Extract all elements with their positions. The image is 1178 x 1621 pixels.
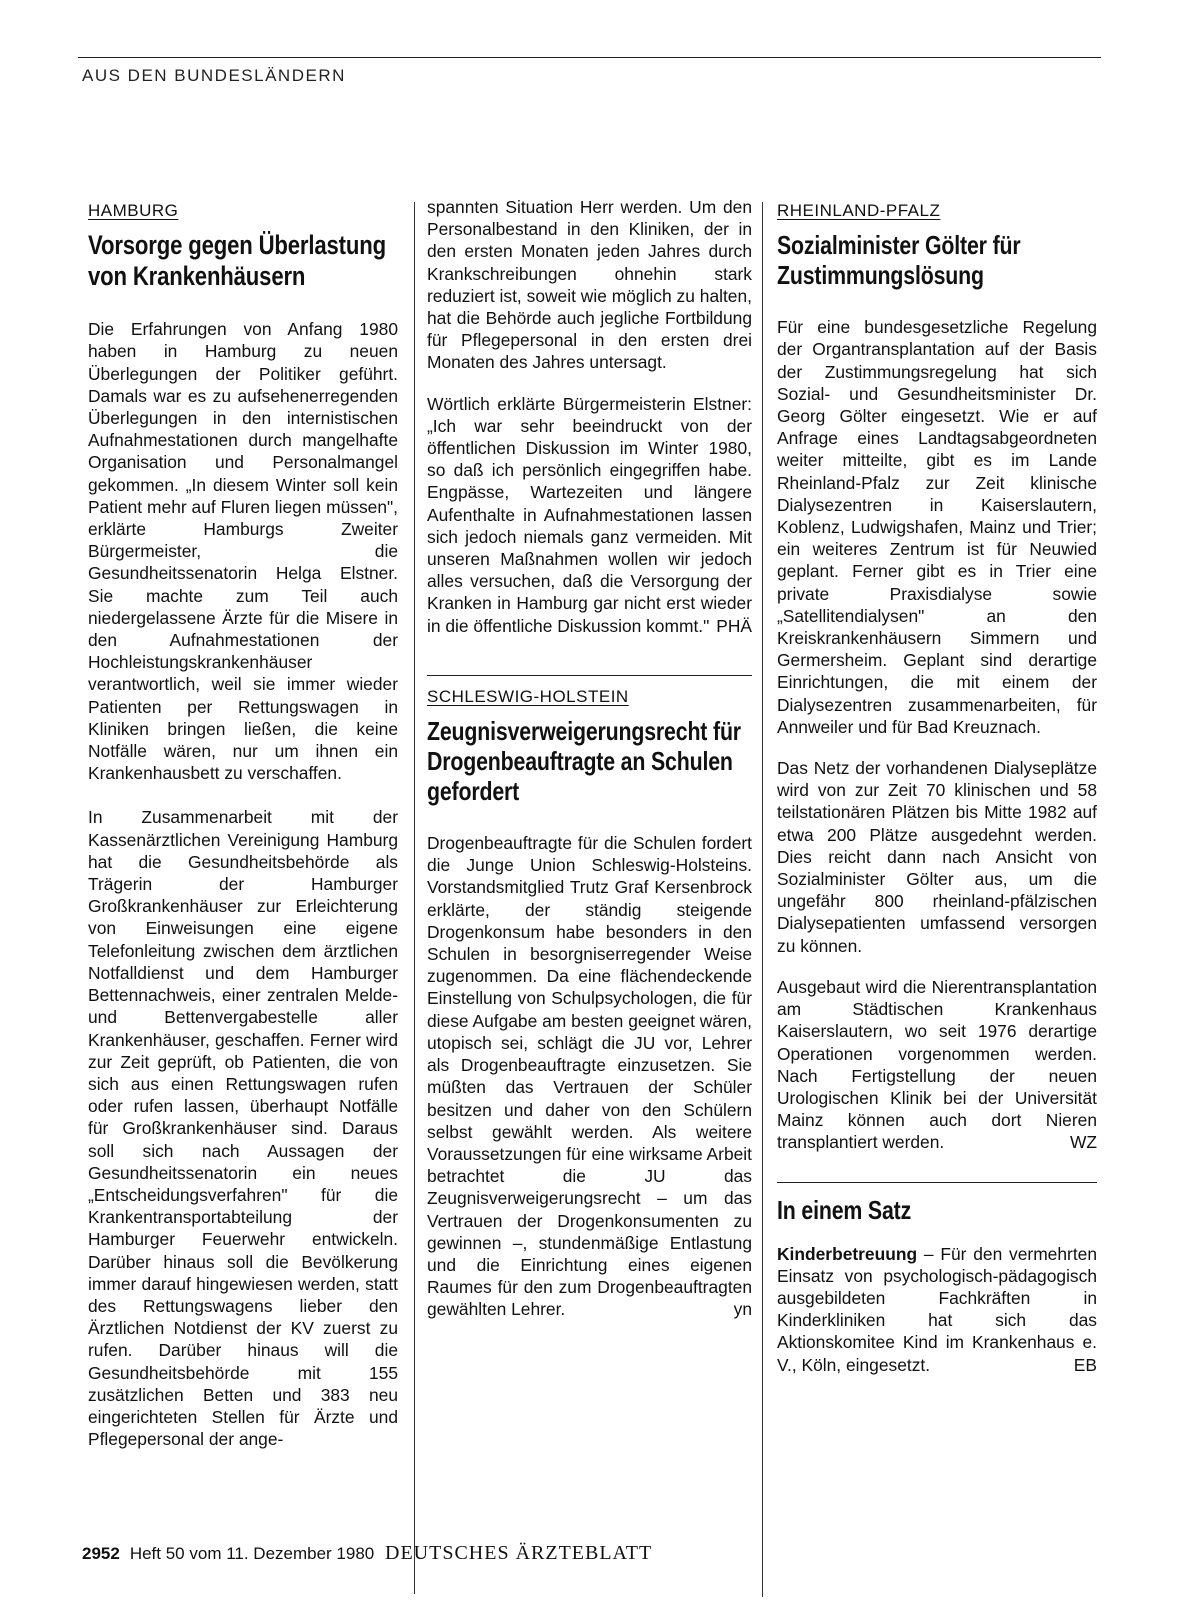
headline-rheinland: Sozialminister Gölter für Zustimmungslösung (777, 230, 1021, 291)
section-header: AUS DEN BUNDESLÄNDERN (82, 66, 346, 85)
paragraph-hamburg-2: In Zusammenarbeit mit der Kassenärztlichen Vereinigung Hamburg hat die Gesundheitsbehörde als Trägerin der Hamburger Großkrankenhäuser zur Erleichterung von Einweisungen eine eigene Telefonleitung zwischen dem ärztlichen Notfalldienst und dem Hamburger Bettennachweis, einer zentralen Melde- und Bettenvergabestelle aller Krankenhäuser, geschaffen. Ferner wird zur Zeit geprüft, ob Patienten, die von sich aus einen Rettungswagen rufen oder rufen lassen, überhaupt Notfälle für Großkrankenhäuser sind. Daraus soll sich nach Aussagen der Gesundheitssenatorin ein neues „Entscheidungsverfahren" für die Krankentransportabteilung der Hamburger Feuerwehr entwickeln. Darüber hinaus soll die Bevölkerung immer darauf hingewiesen werden, statt des Rettungswagens lieber den Ärztlichen Notdienst der KV zuerst zu rufen. Darüber hinaus will die Gesundheitsbehörde mit 155 zusätzlichen Betten und 383 neu eingerichteten Stellen für Ärzte und Pflegepersonal der ange- (88, 807, 398, 1450)
paragraph-hamburg-3: spannten Situation Herr werden. Um den Personalbestand in den Kliniken, der in den ersten Monaten jeden Jahres durch Krankschreibungen ohnehin stark reduziert ist, soweit wie möglich zu halten, hat die Behörde auch jegliche Fortbildung für Pflegepersonal in den ersten drei Monaten des Jahres untersagt. (427, 197, 752, 373)
issue-info: Heft 50 vom 11. Dezember 1980 (129, 1544, 375, 1563)
region-label-rheinland: RHEINLAND-PFALZ (777, 201, 941, 220)
headline-schleswig: Zeugnisverweigerungsrecht für Drogenbeauftragte an Schulen gefordert (427, 716, 741, 807)
quote-text: Wörtlich erklärte Bürgermeisterin Elstner: „Ich war sehr beeindruckt von der öffentlichen Diskussion im Winter 1980, so daß ich persönlich eingegriffen habe. Engpässe, Wartezeiten und längere Aufenthalte in Aufnahmestationen lassen sich jedoch niemals ganz vermeiden. Mit unseren Maßnahmen wollen wir jedoch alles versuchen, daß die Versorgung der Kranken in Hamburg gar nicht erst wieder in die öffentliche Diskussion kommt." (427, 393, 752, 636)
headline-satz: In einem Satz (777, 1194, 912, 1225)
satz-lead: Kinderbetreuung (777, 1243, 918, 1264)
signature-satz: EB (1073, 1354, 1097, 1375)
column-2 (427, 196, 752, 1321)
paragraph-satz (777, 1243, 1097, 1376)
column-1 (88, 200, 398, 1450)
paragraph-rheinland-2: Das Netz der vorhandenen Dialyseplätze wird von zur Zeit 70 klinischen und 58 teilstationären Plätzen bis Mitte 1982 auf etwa 200 Plätze ausgedehnt werden. Dies reicht dann nach Ansicht von Sozialminister Gölter aus, um die ungefähr 800 rheinland-pfälzischen Dialysepatienten umfassend versorgen zu können. (777, 758, 1097, 956)
paragraph-hamburg-1: Die Erfahrungen von Anfang 1980 haben in Hamburg zu neuen Überlegungen der Politiker geführt. Damals war es zu aufsehenerregenden Überlegungen in den internistischen Aufnahmestationen durch mangelhafte Organisation und Personalmangel gekommen. „In diesem Winter soll kein Patient mehr auf Fluren liegen müssen", erklärte Hamburgs Zweiter Bürgermeister, die Gesundheitssenatorin Helga Elstner. Sie machte zum Teil auch niedergelassene Ärzte für die Misere in den Aufnahmestationen der Hochleistungskrankenhäuser verantwortlich, weil sie immer wieder Patienten per Rettungswagen in Kliniken bringen ließen, die keine Notfälle wären, nur um ihnen ein Krankenhausbett zu verschaffen. (88, 319, 398, 784)
column-divider-1 (414, 202, 415, 1594)
region-label-hamburg: HAMBURG (88, 201, 179, 220)
signature-hamburg: PHÄ (716, 615, 752, 636)
headline-hamburg: Vorsorge gegen Überlastung von Krankenhäusern (88, 230, 386, 292)
paragraph-schleswig-1 (427, 832, 752, 1320)
separator-satz (777, 1182, 1097, 1183)
signature-schleswig: yn (733, 1299, 752, 1320)
signature-rheinland: WZ (1069, 1132, 1097, 1153)
schleswig-text: Drogenbeauftragte für die Schulen fordert die Junge Union Schleswig-Holsteins. Vorstandsmitglied Trutz Graf Kersenbrock erklärte, der ständig steigende Drogenkonsum habe besonders in den Schulen in besorgniserregender Weise zugenommen. Da eine flächendeckende Einstellung von Schulpsychologen, die für diese Aufgabe am besten geeignet wären, utopisch sei, schlägt die JU vor, Lehrer als Drogenbeauftragte einzusetzen. Sie müßten das Vertrauen der Schüler besitzen und daher von den Schülern selbst gewählt werden. Als weitere Voraussetzungen für eine wirksame Arbeit betrachtet die JU das Zeugnisverweigerungsrecht – um das Vertrauen der Drogenkonsumenten zu gewinnen –, stundenmäßige Entlastung und die Einrichtung eines eigenen Raumes für den zum Drogenbeauftragten gewählten Lehrer. (427, 833, 752, 1320)
top-rule (78, 57, 1101, 58)
column-divider-2 (762, 202, 763, 1597)
column-3 (777, 200, 1097, 1376)
paragraph-hamburg-4 (427, 393, 752, 637)
rheinland-text: Ausgebaut wird die Nierentransplantation am Städtischen Krankenhaus Kaiserslautern, wo seit 1976 derartige Operationen vorgenommen werden. Nach Fertigstellung der neuen Urologischen Klinik bei der Universität Mainz können auch dort Nieren transplantiert werden. (777, 976, 1097, 1153)
page-footer (82, 1542, 652, 1565)
separator-schleswig (427, 675, 752, 676)
paragraph-rheinland-1: Für eine bundesgesetzliche Regelung der Organtransplantation auf der Basis der Zustimmungsregelung hat sich Sozial- und Gesundheitsminister Dr. Georg Gölter eingesetzt. Wie er auf Anfrage eines Landtagsabgeordneten weiter mitteilte, gibt es im Lande Rheinland-Pfalz zur Zeit klinische Dialysezentren in Kaiserslautern, Koblenz, Ludwigshafen, Mainz und Trier; ein weiteres Zentrum ist für Neuwied geplant. Ferner gibt es in Trier eine private Praxisdialyse sowie „Satellitendialysen" an den Kreiskrankenhäusern Simmern und Germersheim. Geplant sind derartige Einrichtungen, die mit einem der Dialysezentren zusammenarbeiten, für Annweiler und für Bad Kreuznach. (777, 317, 1097, 737)
region-label-schleswig: SCHLESWIG-HOLSTEIN (427, 686, 629, 706)
page-number: 2952 (82, 1544, 120, 1563)
paragraph-rheinland-3 (777, 976, 1097, 1154)
magazine-name: DEUTSCHES ÄRZTEBLATT (385, 1542, 653, 1564)
satz-body: – Für den vermehrten Einsatz von psychologisch-pädagogisch ausgebildeten Fachkräften in Kinderkliniken hat sich das Aktionskomitee Kind im Krankenhaus e. V., Köln, eingesetzt. (777, 1243, 1097, 1375)
